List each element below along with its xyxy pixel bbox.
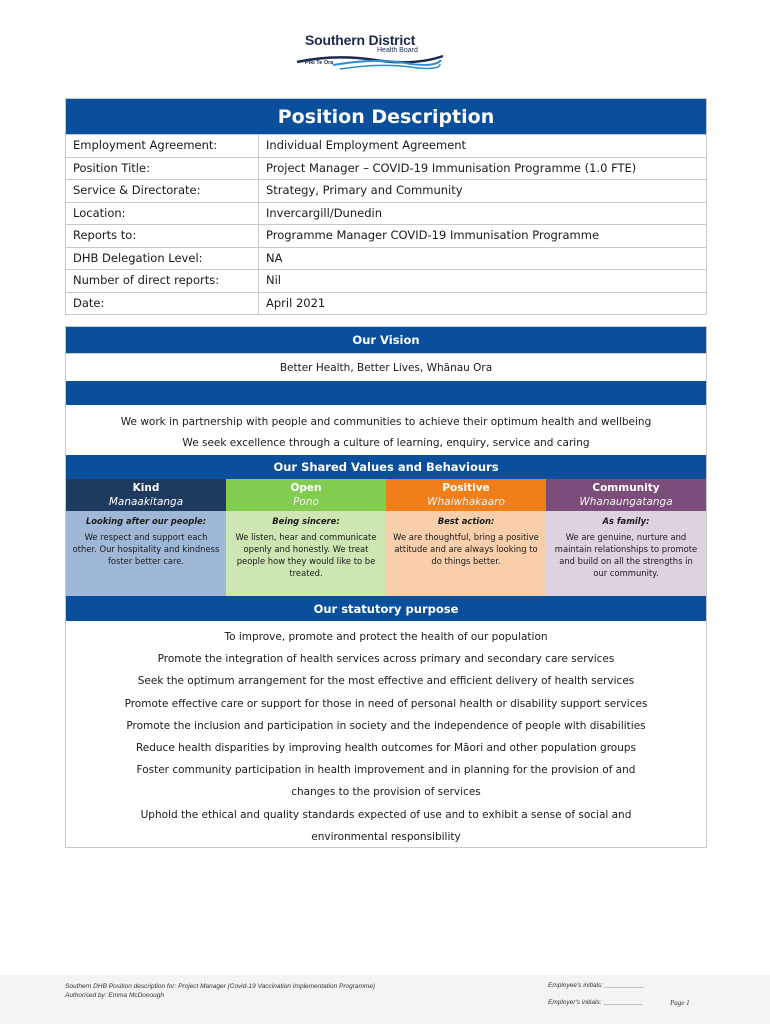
row-label: Position Title:	[66, 158, 259, 180]
value-maori-name: Manaakitanga	[108, 496, 184, 508]
value-kind	[66, 479, 226, 596]
statutory-line: Seek the optimum arrangement for the most effective and efficient delivery of health services	[137, 675, 635, 688]
value-subtitle: Best action:	[437, 516, 495, 526]
row-label: Reports to:	[66, 225, 259, 247]
table-row	[66, 134, 706, 157]
value-subtitle: Being sincere:	[272, 516, 340, 526]
value-body	[386, 511, 546, 596]
row-label: Employment Agreement:	[66, 135, 259, 157]
row-label: Service & Directorate:	[66, 180, 259, 202]
table-row	[66, 224, 706, 247]
value-positive	[386, 479, 546, 596]
values-grid	[66, 479, 706, 596]
logo-tagline: Piki Te Ora	[305, 60, 334, 66]
value-maori-name: Pono	[293, 496, 319, 508]
statutory-line: Promote effective care or support for those in need of personal health or disability support services	[124, 697, 648, 710]
value-maori-name: Whaiwhakaaro	[427, 496, 505, 508]
table-row	[66, 292, 706, 315]
value-subtitle: As family:	[602, 516, 650, 526]
position-description-table	[65, 98, 707, 315]
mission-line: We work in partnership with people and communities to achieve their optimum health and wellbeing	[120, 416, 652, 428]
statutory-line: Foster community participation in health improvement and in planning for the provision of and	[136, 764, 636, 777]
employee-initials-field: Employee's initials: ___________	[548, 982, 645, 989]
table-row	[66, 269, 706, 292]
vision-text: Better Health, Better Lives, Whānau Ora	[66, 353, 706, 381]
statutory-line: Promote the integration of health services across primary and secondary care services	[157, 653, 615, 666]
value-description: We respect and support each other. Our hospitality and kindness foster better care.	[72, 532, 220, 566]
sdhb-logo	[295, 28, 445, 74]
value-maori-name: Whanaungatanga	[579, 496, 673, 508]
value-header	[546, 479, 706, 511]
value-description: We listen, hear and communicate openly and honestly. We treat people how they would like to be treated.	[235, 532, 377, 578]
row-value: Project Manager – COVID-19 Immunisation Programme (1.0 FTE)	[266, 160, 637, 175]
statutory-line: Uphold the ethical and quality standards expected of use and to exhibit a sense of social and	[140, 808, 632, 821]
employer-initials-field: Employer's initials: ___________	[548, 999, 644, 1006]
row-label: Number of direct reports:	[66, 270, 259, 292]
organisation-values-section	[65, 326, 707, 848]
logo-name: Southern District	[305, 32, 416, 48]
value-name: Community	[592, 482, 660, 494]
row-label: Date:	[66, 293, 259, 315]
value-description: We are genuine, nurture and maintain relationships to promote and build on all the strengths in our community.	[554, 532, 698, 578]
table-row	[66, 247, 706, 270]
row-value: Strategy, Primary and Community	[266, 183, 463, 197]
value-name: Positive	[442, 482, 490, 494]
mission-divider-band	[66, 381, 706, 405]
mission-line: We seek excellence through a culture of learning, enquiry, service and caring	[182, 437, 590, 449]
value-header	[226, 479, 386, 511]
footer-description-line: Southern DHB Position description for: Project Manager (Covid-19 Vaccination Implementation Programme)	[65, 983, 376, 990]
row-value: Nil	[266, 273, 281, 287]
statutory-line: Promote the inclusion and participation in society and the independence of people with disabilities	[126, 719, 646, 732]
statutory-line: To improve, promote and protect the health of our population	[224, 631, 548, 643]
page-footer	[0, 975, 770, 1024]
row-value: Invercargill/Dunedin	[266, 205, 382, 220]
value-name: Open	[290, 482, 322, 494]
vision-heading: Our Vision	[66, 327, 706, 353]
value-name: Kind	[132, 482, 160, 494]
table-row	[66, 179, 706, 202]
row-value: Individual Employment Agreement	[266, 138, 467, 152]
value-header	[386, 479, 546, 511]
row-value: Programme Manager COVID-19 Immunisation Programme	[266, 228, 600, 242]
statutory-line: Reduce health disparities by improving health outcomes for Māori and other population groups	[135, 742, 637, 755]
footer-authorised-line: Authorised by: Emma McDonough	[65, 992, 164, 999]
statutory-purpose-list	[66, 621, 706, 848]
row-label: Location:	[66, 203, 259, 225]
value-description: We are thoughtful, bring a positive attitude and are always looking to do things better.	[393, 532, 539, 566]
statutory-line: changes to the provision of services	[291, 786, 481, 799]
value-subtitle: Looking after our people:	[85, 516, 207, 526]
mission-statement	[66, 405, 706, 455]
value-body	[546, 511, 706, 596]
value-community	[546, 479, 706, 596]
page-number: Page 1	[670, 999, 690, 1007]
table-row	[66, 202, 706, 225]
value-body	[66, 511, 226, 596]
value-body	[226, 511, 386, 596]
row-value: April 2021	[266, 295, 326, 310]
statutory-line: environmental responsibility	[311, 830, 461, 843]
position-description-title: Position Description	[66, 99, 706, 134]
logo-subtitle: Health Board	[377, 47, 418, 54]
table-row	[66, 157, 706, 180]
footer-document-info	[65, 982, 375, 1000]
row-value: NA	[266, 250, 283, 265]
statutory-heading: Our statutory purpose	[66, 596, 706, 621]
values-heading: Our Shared Values and Behaviours	[66, 455, 706, 479]
row-label: DHB Delegation Level:	[66, 248, 259, 270]
value-open	[226, 479, 386, 596]
value-header	[66, 479, 226, 511]
